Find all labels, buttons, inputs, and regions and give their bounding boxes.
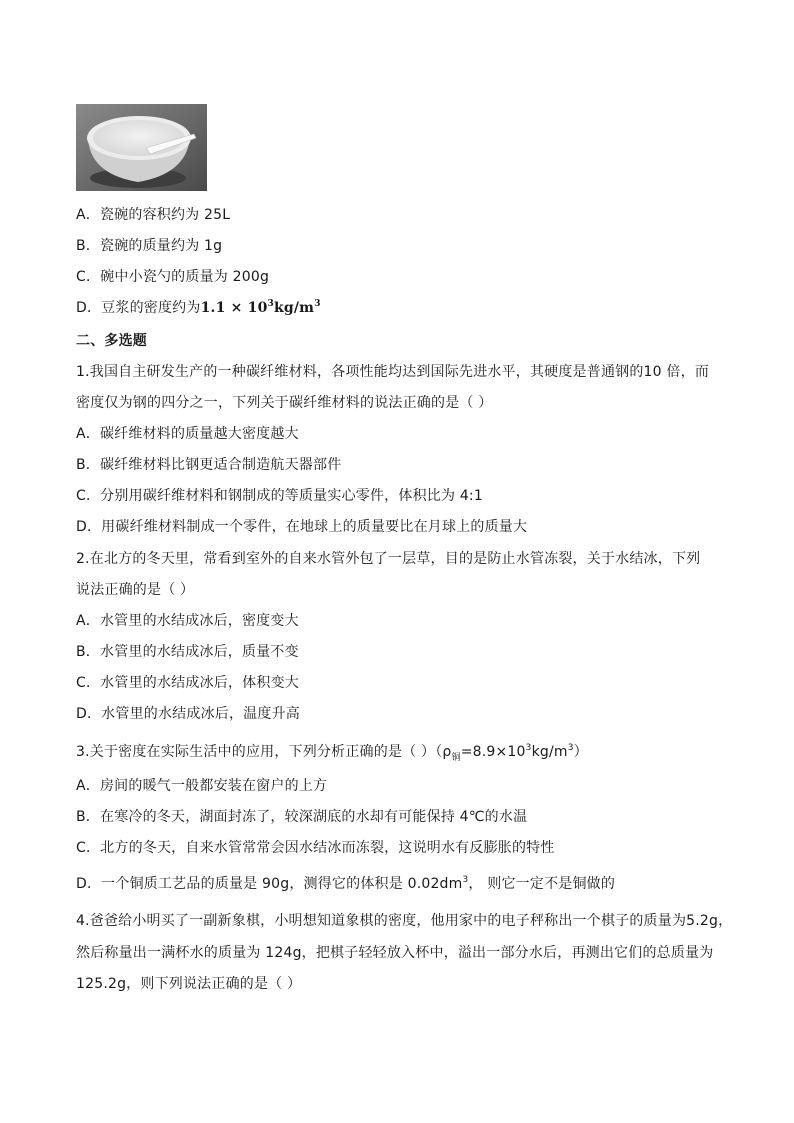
q2-option-d: D．水管里的水结成冰后，温度升高 [76, 706, 300, 722]
prev-option-d-exp: 3 [267, 299, 274, 309]
prev-option-d-prefix: D．豆浆的密度约为 [76, 300, 201, 316]
prev-option-b: B．瓷碗的质量约为 1g [76, 238, 223, 254]
prev-option-a: A．瓷碗的容积约为 25L [76, 207, 231, 223]
q4-line3: 125.2g，则下列说法正确的是（ ） [76, 976, 302, 992]
q3-stem-close: ） [573, 744, 588, 760]
q3-option-d-prefix: D．一个铜质工艺品的质量是 90g，测得它的体积是 0.02dm [76, 876, 463, 892]
prev-option-d-value: 1.1 × 10 [200, 300, 268, 316]
q2-option-b: B．水管里的水结成冰后，质量不变 [76, 644, 299, 660]
q3-stem-main: 3.关于密度在实际生活中的应用，下列分析正确的是（ ）（ρ [76, 744, 452, 760]
q3-option-d [76, 874, 615, 894]
bowl-icon [76, 104, 207, 191]
q3-option-d-exp: 3 [462, 875, 469, 885]
q4-line1: 4.爸爸给小明买了一副新象棋，小明想知道象棋的密度，他用家中的电子秤称出一个棋子的质量为5.2g， [76, 913, 733, 929]
q2-stem-line1: 2.在北方的冬天里，常看到室外的自来水管外包了一层草，目的是防止水管冻裂，关于水结冰，下列 [76, 551, 701, 567]
q3-option-c: C．北方的冬天，自来水管常常会因水结冰而冻裂，这说明水有反膨胀的特性 [76, 840, 555, 856]
q3-option-d-suffix: ， 则它一定不是铜做的 [468, 876, 616, 892]
section-title: 二、多选题 [76, 333, 147, 349]
q3-stem-eq: =8.9×10 [460, 744, 526, 760]
prev-option-d-unit-exp: 3 [314, 299, 321, 309]
q3-option-b: B．在寒冷的冬天，湖面封冻了，较深湖底的水却有可能保持 4℃的水温 [76, 809, 528, 825]
prev-option-d [76, 298, 321, 318]
q3-stem-sub: 铜 [451, 753, 461, 763]
q1-option-d: D．用碳纤维材料制成一个零件，在地球上的质量要比在月球上的质量大 [76, 519, 528, 535]
q3-stem-exp: 3 [525, 743, 532, 753]
q1-option-c: C．分别用碳纤维材料和钢制成的等质量实心零件，体积比为 4:1 [76, 488, 483, 504]
q2-option-c: C．水管里的水结成冰后，体积变大 [76, 675, 299, 691]
q3-stem-unit-exp: 3 [567, 743, 574, 753]
q1-option-b: B．碳纤维材料比钢更适合制造航天器部件 [76, 457, 342, 473]
q2-option-a: A．水管里的水结成冰后，密度变大 [76, 613, 299, 629]
prev-option-d-unit: kg/m [273, 300, 315, 316]
q1-option-a: A．碳纤维材料的质量越大密度越大 [76, 426, 299, 442]
q3-stem-unit: kg/m [531, 744, 568, 760]
prev-option-c: C．碗中小瓷勺的质量为 200g [76, 269, 270, 285]
q1-stem-line2: 密度仅为钢的四分之一，下列关于碳纤维材料的说法正确的是（ ） [76, 395, 493, 411]
q4-line2: 然后称量出一满杯水的质量为 124g，把棋子轻轻放入杯中，溢出一部分水后，再测出它们的总质量为 [76, 945, 714, 961]
q3-option-a: A．房间的暖气一般都安装在窗户的上方 [76, 778, 328, 794]
q2-stem-line2: 说法正确的是（ ） [76, 582, 195, 598]
bowl-photo [76, 104, 207, 191]
q3-stem [76, 742, 588, 762]
q1-stem-line1: 1.我国自主研发生产的一种碳纤维材料，各项性能均达到国际先进水平，其硬度是普通钢的10 倍，而 [76, 364, 710, 380]
